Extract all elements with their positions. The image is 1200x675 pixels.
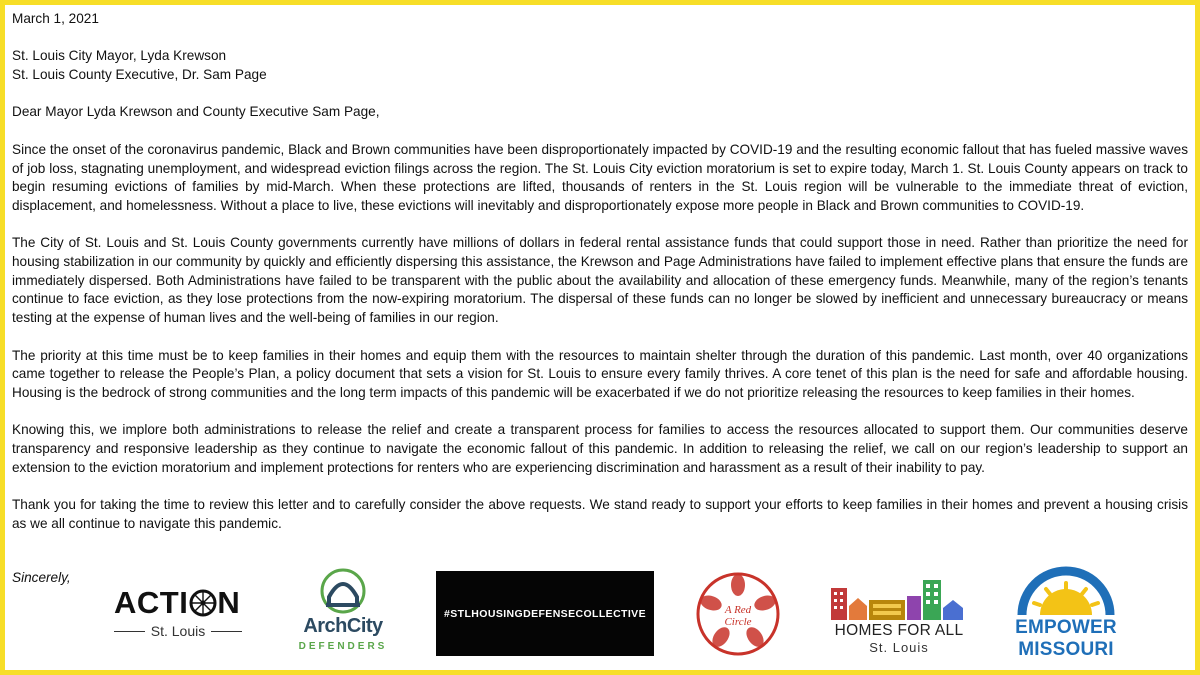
houses-skyline-icon — [829, 578, 969, 620]
paragraph-1: Since the onset of the coronavirus pandemic, Black and Brown communities have been disproportionately impacted by COVID-19 and the resulting economic fallout that has fueled massive waves of job loss, stagnating unemployment, and widespread eviction filings across the region. The St. Louis City eviction moratorium is set to expire today, March 1. St. Louis County appears on track to begin resuming evictions of families by mid-March. When these protections are lifted, thousands of renters in the St. Louis region will be vulnerable to the immediate threat of eviction, displacement, and homelessness. Without a place to live, these evictions will inevitably and disproportionately expose more people in Black and Brown communities to COVID-19. — [12, 141, 1188, 213]
letter-page — [5, 5, 1195, 670]
stl-housing-defense-logo — [436, 571, 654, 656]
divider — [114, 631, 145, 632]
paragraph-4: Knowing this, we implore both administrations to release the relief and create a transparent process for families to access the resources allocated to support them. Our communities deserve transparency and responsive leadership as they continue to navigate the economic fallout of this pandemic. In addition to releasing the relief, we call on our region’s leadership to support an extension to the eviction moratorium and implement protections for renters who are experiencing discrimination and harassment as a result of their inability to pay. — [12, 422, 1188, 475]
empower-line-1: EMPOWER — [1015, 617, 1117, 638]
salutation: Dear Mayor Lyda Krewson and County Executive Sam Page, — [12, 104, 380, 120]
archcity-defenders-logo — [288, 565, 398, 660]
action-wordmark — [114, 583, 240, 623]
divider — [211, 631, 242, 632]
action-word-end: N — [217, 585, 241, 620]
action-st-louis-logo — [108, 583, 248, 643]
closing: Sincerely, — [12, 570, 71, 585]
recipient-mayor: St. Louis City Mayor, Lyda Krewson — [12, 48, 227, 64]
arch-emblem-icon — [320, 567, 366, 615]
homes-for-all-sub: St. Louis — [869, 640, 929, 655]
archcity-name: ArchCity — [303, 615, 383, 637]
red-circle-text-1: A Red — [724, 604, 752, 616]
wheel-icon — [189, 589, 217, 617]
archcity-sub: DEFENDERS — [298, 641, 388, 652]
homes-for-all-name: HOMES FOR ALL — [834, 622, 964, 639]
empower-line-2: MISSOURI — [1018, 639, 1114, 660]
action-sub-text: St. Louis — [150, 623, 206, 639]
recipient-county-exec: St. Louis County Executive, Dr. Sam Page — [12, 67, 267, 83]
empower-missouri-logo — [1010, 565, 1122, 665]
letter-body — [12, 10, 1188, 552]
stl-housing-text: #STLHOUSINGDEFENSECOLLECTIVE — [444, 607, 646, 620]
action-subtitle — [108, 623, 248, 639]
homes-for-all-logo — [823, 578, 975, 653]
red-circle-text-2: Circle — [724, 616, 752, 628]
sunburst-icon — [1016, 565, 1116, 617]
action-word-start: ACTI — [114, 585, 189, 620]
a-red-circle-logo — [693, 571, 783, 657]
letter-date: March 1, 2021 — [12, 11, 99, 26]
paragraph-2: The City of St. Louis and St. Louis County governments currently have millions of dollars in federal rental assistance funds that could support those in need. Rather than prioritize the need for housing stabilization in our community by quickly and efficiently dispersing this assistance, the Krewson and Page Administrations have failed to implement effective plans that ensure the funds are immediately dispersed. Both Administrations have failed to be transparent with the public about the availability and allocation of these emergency funds. Meanwhile, many of the region’s tenants continue to face eviction, as they lose protections from the now-expiring moratorium. The dispersal of these funds can no longer be slowed by inefficient and unnecessary bureaucracy or means testing at the expense of human lives and the well-being of families in our region. — [12, 235, 1189, 326]
red-circle-hands-icon — [693, 571, 783, 657]
paragraph-3: The priority at this time must be to keep families in their homes and equip them with the resources to maintain shelter through the duration of this pandemic. Last month, over 40 organizations came together to release the People’s Plan, a policy document that sets a vision for St. Louis to ensure every family thrives. A core tenet of this plan is the need for safe and affordable housing. Housing is the bedrock of strong communities and the long term impacts of this pandemic will be exacerbated if we do not prioritize releasing the resources to keep families in their homes. — [12, 347, 1188, 400]
paragraph-5: Thank you for taking the time to review this letter and to carefully consider the above requests. We stand ready to support your efforts to keep families in their homes and prevent a housing crisis as we all continue to navigate this pandemic. — [12, 497, 1188, 531]
